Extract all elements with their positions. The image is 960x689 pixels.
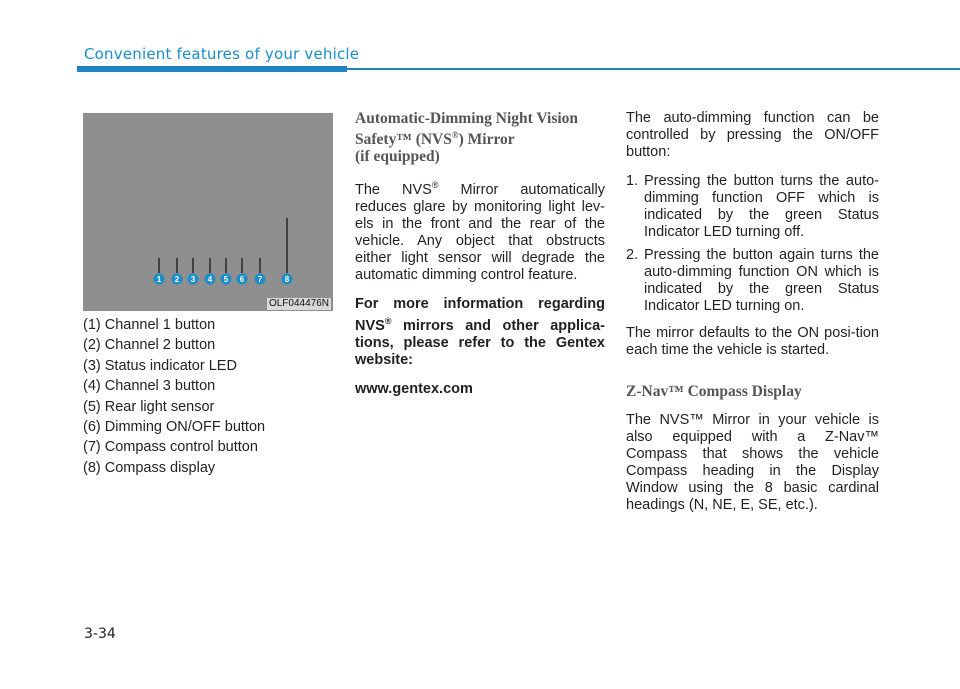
svg-text:2: 2 bbox=[174, 275, 180, 284]
mirror-illustration bbox=[83, 113, 333, 311]
list-item: 2. Pressing the button again turns the auto-dimming function ON which is indicated by the green Status Indicator LED turning on. bbox=[626, 247, 879, 314]
caption-item: (6) Dimming ON/OFF button bbox=[83, 419, 266, 436]
caption-item: (4) Channel 3 button bbox=[83, 378, 216, 395]
compass-description: The NVS™ Mirror in your vehicle is also equipped with a Z-Nav™ Compass that shows the vehicle Compass heading in the Display Window using the 8 basic cardinal headings (N, NE, E, SE, etc.). bbox=[626, 412, 879, 513]
caption-item: (8) Compass display bbox=[83, 459, 216, 476]
mirror-default-note: The mirror defaults to the ON posi-tion each time the vehicle is started. bbox=[626, 325, 879, 358]
list-item: 1. Pressing the button turns the auto-dimming function OFF which is indicated by the green Status Indicator LED turning off. bbox=[626, 173, 879, 240]
auto-dimming-section bbox=[626, 110, 879, 526]
svg-text:6: 6 bbox=[239, 275, 245, 284]
callout-1 bbox=[154, 274, 165, 285]
callout-7 bbox=[255, 274, 266, 285]
caption-item: (7) Compass control button bbox=[83, 439, 258, 456]
svg-text:3: 3 bbox=[190, 275, 196, 284]
auto-dimming-steps bbox=[626, 173, 879, 315]
gentex-link[interactable]: www.gentex.com bbox=[355, 380, 473, 397]
nvs-more-info: For more information regarding NVS® mirrors and other applica-tions, please refer to the Gentex website: bbox=[355, 295, 605, 368]
svg-text:7: 7 bbox=[257, 275, 263, 284]
svg-text:4: 4 bbox=[207, 275, 213, 284]
caption-item: (2) Channel 2 button bbox=[83, 337, 216, 354]
compass-section-title: Z-Nav™ Compass Display bbox=[626, 383, 802, 400]
mirror-callout-diagram bbox=[83, 113, 333, 311]
caption-item: (3) Status indicator LED bbox=[83, 357, 237, 374]
caption-list bbox=[83, 315, 265, 478]
caption-item: (1) Channel 1 button bbox=[83, 317, 216, 333]
svg-text:1: 1 bbox=[156, 275, 162, 284]
nvs-mirror-section bbox=[355, 110, 605, 410]
callout-6 bbox=[237, 274, 248, 285]
callout-8 bbox=[282, 274, 293, 285]
header-bar bbox=[77, 66, 347, 72]
auto-dimming-intro: The auto-dimming function can be controlled by pressing the ON/OFF button: bbox=[626, 110, 879, 160]
svg-text:8: 8 bbox=[284, 275, 290, 284]
nvs-section-title: Automatic-Dimming Night Vision Safety™ (NVS®) Mirror (if equipped) bbox=[355, 110, 579, 166]
page-number: 3-34 bbox=[84, 626, 116, 642]
header-rule bbox=[347, 68, 960, 70]
svg-text:5: 5 bbox=[223, 275, 229, 284]
callout-3 bbox=[188, 274, 199, 285]
figure-code: OLF044476N bbox=[268, 298, 329, 309]
callout-4 bbox=[205, 274, 216, 285]
nvs-description: The NVS® Mirror automatically reduces glare by monitoring light lev-els in the front and the rear of the vehicle. Any object that obstructs either light sensor will degrade the automatic dimming control feature. bbox=[355, 180, 605, 283]
header-title: Convenient features of your vehicle bbox=[84, 45, 360, 63]
callout-5 bbox=[221, 274, 232, 285]
caption-item: (5) Rear light sensor bbox=[83, 398, 215, 415]
callout-2 bbox=[172, 274, 183, 285]
